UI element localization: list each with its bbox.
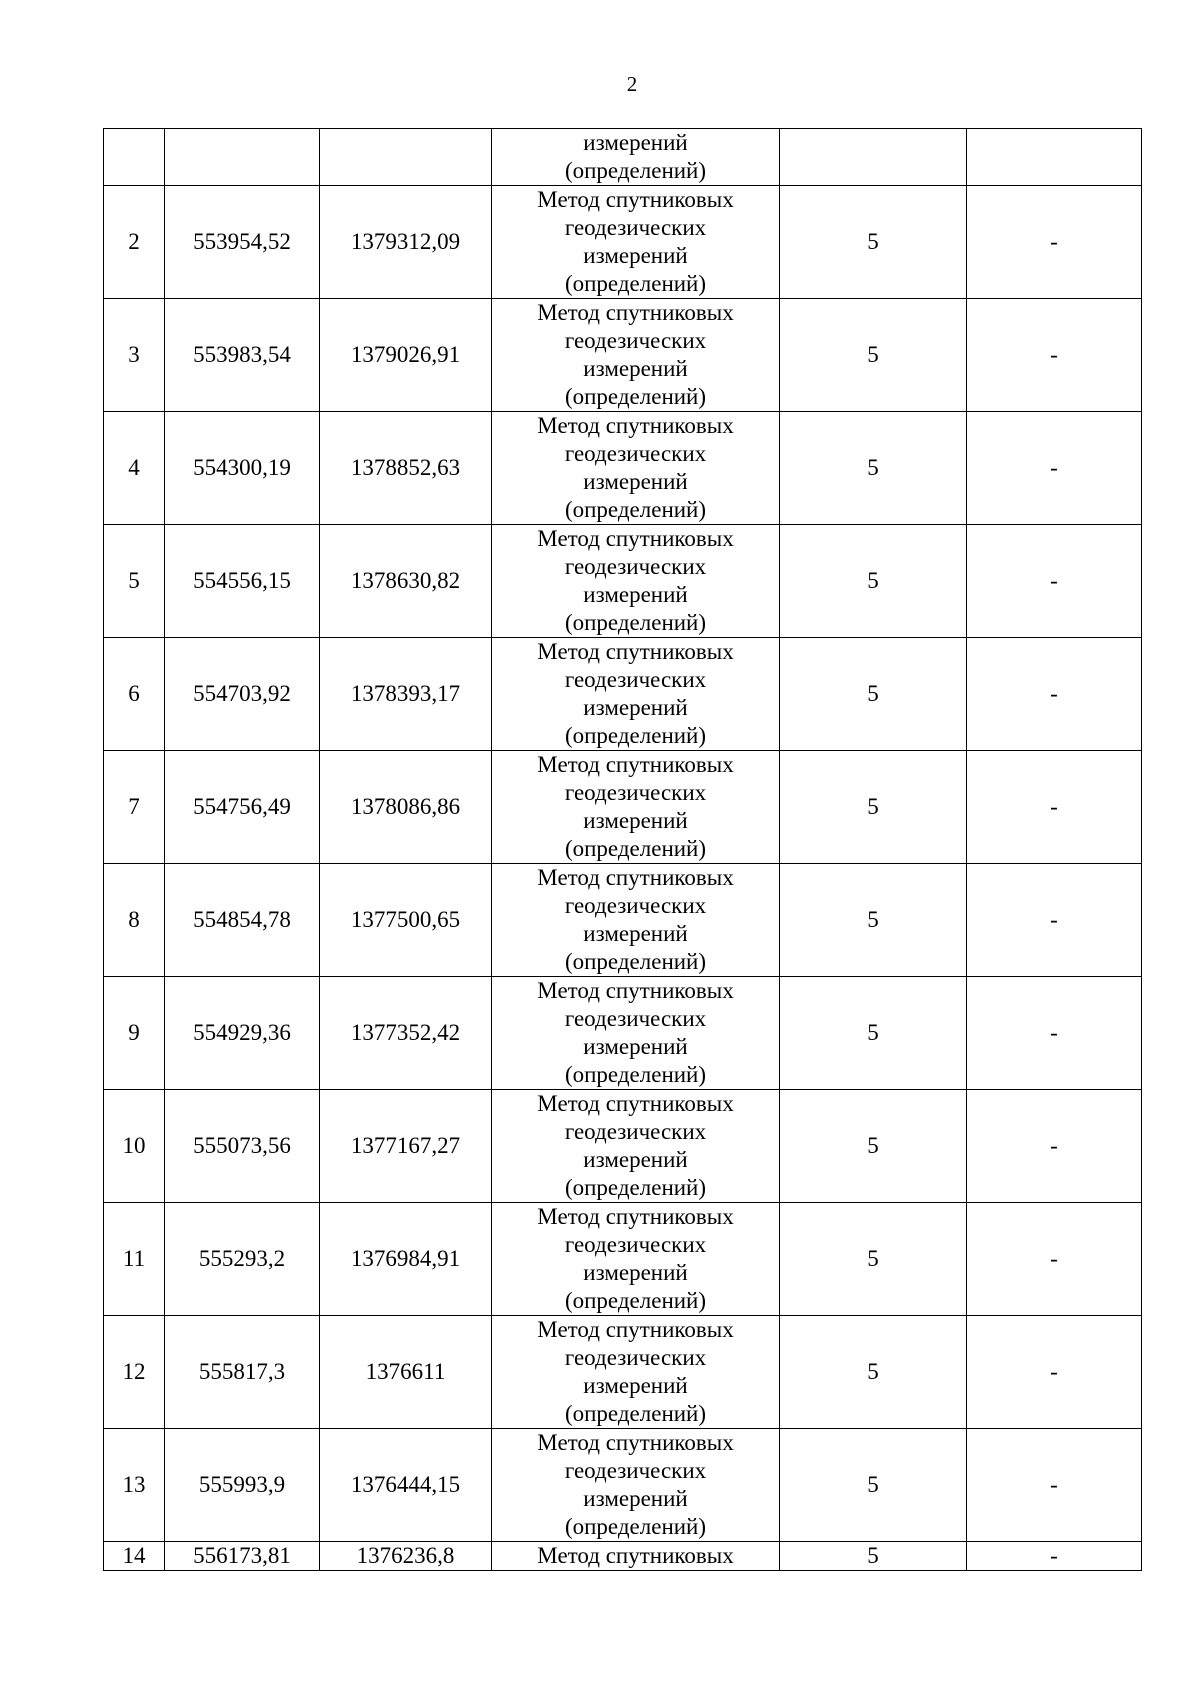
- cell-y: 1376984,91: [320, 1203, 492, 1316]
- cell-accuracy: 5: [780, 1203, 967, 1316]
- cell-description: -: [967, 1429, 1142, 1542]
- method-line: Метод спутниковых: [537, 639, 734, 664]
- cell-description: -: [967, 751, 1142, 864]
- cell-y: 1379312,09: [320, 186, 492, 299]
- cell-description: -: [967, 1203, 1142, 1316]
- cell-y: 1378393,17: [320, 638, 492, 751]
- cell-accuracy: 5: [780, 977, 967, 1090]
- table-row: [104, 412, 1142, 525]
- method-line: геодезических: [564, 667, 707, 692]
- table-row: [104, 186, 1142, 299]
- method-line: Метод спутниковых: [537, 978, 734, 1003]
- cell-number: 13: [104, 1429, 165, 1542]
- cell-number: 6: [104, 638, 165, 751]
- table-row-continuation: [104, 129, 1142, 186]
- cell-y: 1376236,8: [320, 1542, 492, 1571]
- cell-description: -: [967, 1542, 1142, 1571]
- cell-number: 7: [104, 751, 165, 864]
- cell-method: [492, 864, 780, 977]
- method-line: измерений: [583, 695, 688, 720]
- cell-method: [492, 977, 780, 1090]
- cell-description: -: [967, 1090, 1142, 1203]
- cell-method: [492, 751, 780, 864]
- cell-x: 555993,9: [165, 1429, 320, 1542]
- cell-description: -: [967, 1316, 1142, 1429]
- method-line: геодезических: [564, 215, 707, 240]
- cell-y: 1378852,63: [320, 412, 492, 525]
- method-line: измерений: [583, 582, 688, 607]
- method-line: (определений): [564, 949, 707, 974]
- cell-y: 1377352,42: [320, 977, 492, 1090]
- cell-y: 1376444,15: [320, 1429, 492, 1542]
- cell-description: -: [967, 412, 1142, 525]
- cell-description: -: [967, 638, 1142, 751]
- cell-method: [492, 129, 780, 186]
- cell-x: 553954,52: [165, 186, 320, 299]
- method-line: (определений): [564, 1288, 707, 1313]
- method-line: геодезических: [564, 893, 707, 918]
- cell-accuracy: 5: [780, 412, 967, 525]
- cell-number: 2: [104, 186, 165, 299]
- cell-method: [492, 1316, 780, 1429]
- cell-accuracy: 5: [780, 1316, 967, 1429]
- cell-y: 1378630,82: [320, 525, 492, 638]
- cell-description: -: [967, 864, 1142, 977]
- method-line: (определений): [564, 158, 707, 183]
- cell-x: [165, 129, 320, 186]
- method-line: измерений: [583, 1147, 688, 1172]
- cell-number: 8: [104, 864, 165, 977]
- method-line: геодезических: [564, 328, 707, 353]
- method-line: Метод спутниковых: [537, 300, 734, 325]
- method-line: (определений): [564, 836, 707, 861]
- cell-number: 11: [104, 1203, 165, 1316]
- cell-number: 3: [104, 299, 165, 412]
- method-line: измерений: [583, 1486, 688, 1511]
- method-line: Метод спутниковых: [537, 865, 734, 890]
- method-line: геодезических: [564, 1119, 707, 1144]
- cell-method: [492, 1090, 780, 1203]
- cell-accuracy: 5: [780, 1090, 967, 1203]
- cell-description: -: [967, 186, 1142, 299]
- cell-x: 554756,49: [165, 751, 320, 864]
- method-line: (определений): [564, 1175, 707, 1200]
- cell-method: [492, 412, 780, 525]
- page-number: 2: [626, 72, 638, 96]
- cell-description: -: [967, 977, 1142, 1090]
- cell-x: 554300,19: [165, 412, 320, 525]
- method-line: Метод спутниковых: [537, 1091, 734, 1116]
- method-line: Метод спутниковых: [537, 1317, 734, 1342]
- cell-x: 555293,2: [165, 1203, 320, 1316]
- method-line: измерений: [583, 130, 688, 155]
- method-line: (определений): [564, 723, 707, 748]
- cell-y: 1378086,86: [320, 751, 492, 864]
- table-row: [104, 299, 1142, 412]
- cell-number: 12: [104, 1316, 165, 1429]
- cell-x: 555817,3: [165, 1316, 320, 1429]
- cell-number: 10: [104, 1090, 165, 1203]
- cell-y: [320, 129, 492, 186]
- cell-method: [492, 299, 780, 412]
- cell-accuracy: 5: [780, 525, 967, 638]
- method-line: измерений: [583, 356, 688, 381]
- method-line: Метод спутниковых: [537, 526, 734, 551]
- method-line: геодезических: [564, 1458, 707, 1483]
- method-line: (определений): [564, 1062, 707, 1087]
- cell-x: 554703,92: [165, 638, 320, 751]
- cell-x: 554929,36: [165, 977, 320, 1090]
- cell-accuracy: 5: [780, 1542, 967, 1571]
- method-line: измерений: [583, 921, 688, 946]
- table-row: [104, 1429, 1142, 1542]
- cell-accuracy: 5: [780, 299, 967, 412]
- cell-description: -: [967, 299, 1142, 412]
- method-line: Метод спутниковых: [537, 187, 734, 212]
- method-line: геодезических: [564, 441, 707, 466]
- method-line: измерений: [583, 243, 688, 268]
- table-row: [104, 977, 1142, 1090]
- cell-y: 1376611: [320, 1316, 492, 1429]
- table-row: [104, 1316, 1142, 1429]
- method-line: геодезических: [564, 1232, 707, 1257]
- cell-number: 4: [104, 412, 165, 525]
- cell-description: [967, 129, 1142, 186]
- cell-accuracy: 5: [780, 864, 967, 977]
- cell-number: 9: [104, 977, 165, 1090]
- method-line: геодезических: [564, 1345, 707, 1370]
- cell-method: Метод спутниковых: [492, 1542, 780, 1571]
- cell-x: 555073,56: [165, 1090, 320, 1203]
- method-line: измерений: [583, 469, 688, 494]
- table-row-last: [104, 1542, 1142, 1571]
- method-line: (определений): [564, 1514, 707, 1539]
- cell-x: 553983,54: [165, 299, 320, 412]
- table-row: [104, 1203, 1142, 1316]
- method-line: измерений: [583, 1260, 688, 1285]
- cell-method: [492, 1429, 780, 1542]
- cell-y: 1377500,65: [320, 864, 492, 977]
- method-line: (определений): [564, 384, 707, 409]
- method-line: Метод спутниковых: [537, 413, 734, 438]
- cell-y: 1379026,91: [320, 299, 492, 412]
- method-line: Метод спутниковых: [537, 1204, 734, 1229]
- coordinates-table: [103, 128, 1142, 1571]
- method-line: геодезических: [564, 1006, 707, 1031]
- cell-method: [492, 1203, 780, 1316]
- cell-method: [492, 638, 780, 751]
- table-row: [104, 1090, 1142, 1203]
- cell-number: 5: [104, 525, 165, 638]
- method-line: (определений): [564, 497, 707, 522]
- method-line: (определений): [564, 610, 707, 635]
- cell-accuracy: 5: [780, 1429, 967, 1542]
- cell-number: [104, 129, 165, 186]
- method-line: Метод спутниковых: [537, 752, 734, 777]
- cell-accuracy: 5: [780, 186, 967, 299]
- cell-x: 556173,81: [165, 1542, 320, 1571]
- cell-accuracy: 5: [780, 751, 967, 864]
- method-line: геодезических: [564, 554, 707, 579]
- cell-x: 554556,15: [165, 525, 320, 638]
- method-line: (определений): [564, 271, 707, 296]
- table-row: [104, 525, 1142, 638]
- method-line: геодезических: [564, 780, 707, 805]
- method-line: Метод спутниковых: [537, 1430, 734, 1455]
- table-row: [104, 638, 1142, 751]
- table-row: [104, 751, 1142, 864]
- cell-y: 1377167,27: [320, 1090, 492, 1203]
- cell-description: -: [967, 525, 1142, 638]
- table-row: [104, 864, 1142, 977]
- cell-number: 14: [104, 1542, 165, 1571]
- cell-method: [492, 525, 780, 638]
- cell-x: 554854,78: [165, 864, 320, 977]
- method-line: измерений: [583, 1034, 688, 1059]
- cell-accuracy: 5: [780, 638, 967, 751]
- method-line: измерений: [583, 1373, 688, 1398]
- cell-method: [492, 186, 780, 299]
- method-line: измерений: [583, 808, 688, 833]
- method-line: (определений): [564, 1401, 707, 1426]
- cell-accuracy: [780, 129, 967, 186]
